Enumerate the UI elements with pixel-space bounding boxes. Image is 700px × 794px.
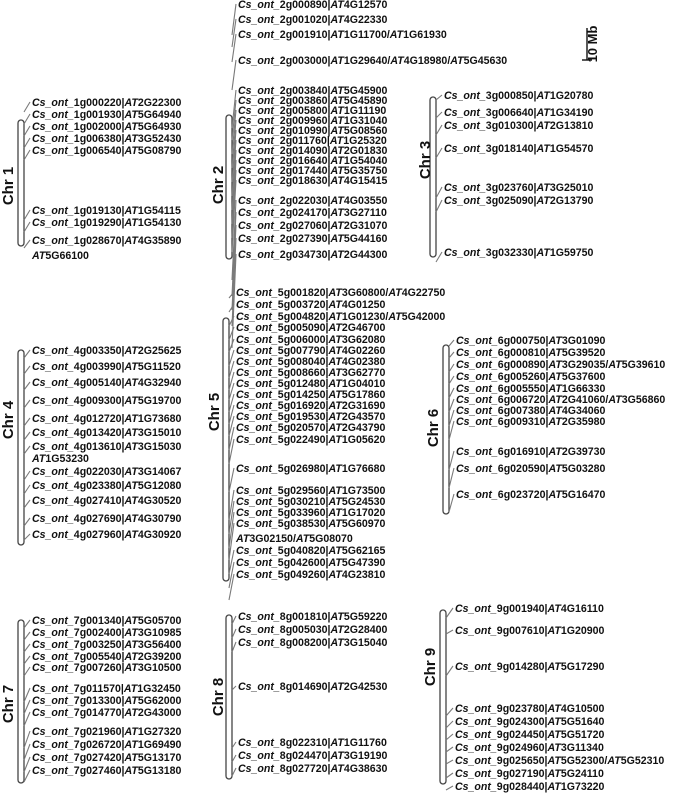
- gene-leader-line: [229, 439, 234, 464]
- gene-label: Cs_ont_9g014280|AT5G17290: [455, 661, 605, 673]
- chromosome-bar: [440, 610, 446, 784]
- gene-label: Cs_ont_2g001910|AT1G11700/AT1G61930: [238, 29, 447, 41]
- gene-leader-line: [446, 773, 453, 778]
- gene-leader-line: [449, 340, 454, 346]
- gene-label: Cs_ont_2g014090|AT2G01830: [238, 145, 388, 157]
- gene-label: Cs_ont_6g005550|AT1G66330: [456, 383, 606, 395]
- gene-leader-line: [24, 656, 30, 664]
- gene-leader-line: [24, 757, 30, 772]
- chromosome-label: Chr 3: [417, 140, 434, 180]
- gene-leader-line: [232, 60, 236, 90]
- gene-leader-line: [24, 102, 30, 112]
- gene-leader-line: [436, 187, 442, 198]
- gene-leader-line: [24, 210, 30, 220]
- chromosome-label: Chr 1: [0, 166, 17, 206]
- gene-label: Cs_ont_2g003840|AT5G45900: [238, 85, 388, 97]
- gene-leader-line: [24, 350, 30, 358]
- gene-label: Cs_ont_6g000750|AT3G01090: [456, 335, 606, 347]
- gene-leader-line: [24, 667, 30, 676]
- gene-leader-line: [24, 400, 30, 408]
- gene-label: Cs_ont_5g008660|AT3G62770: [236, 367, 386, 379]
- gene-label: Cs_ont_7g005540|AT2G39200: [32, 651, 182, 663]
- gene-leader-line: [24, 534, 30, 540]
- gene-label: Cs_ont_7g026720|AT1G69490: [32, 739, 182, 751]
- chromosome-bar: [18, 350, 24, 545]
- gene-label: Cs_ont_9g027190|AT5G24110: [455, 768, 604, 780]
- gene-label: Cs_ont_8g014690|AT2G42530: [238, 681, 388, 693]
- gene-label: Cs_ont_5g042600|AT5G47390: [236, 557, 386, 569]
- gene-leader-line: [229, 339, 234, 352]
- gene-label: Cs_ont_3g032330|AT1G59750: [444, 247, 594, 259]
- gene-label: Cs_ont_5g005090|AT2G46700: [236, 322, 386, 334]
- gene-label: Cs_ont_9g024300|AT5G51640: [455, 716, 605, 728]
- chromosome-8: [210, 611, 388, 779]
- gene-leader-line: [24, 240, 30, 248]
- gene-label: Cs_ont_5g038530|AT5G60970: [236, 518, 386, 530]
- gene-label: Cs_ont_2g011760|AT1G25320: [238, 135, 387, 147]
- gene-label: Cs_ont_4g022030|AT3G14067: [32, 466, 182, 478]
- chromosome-label: Chr 9: [422, 647, 439, 687]
- gene-leader-line: [446, 747, 453, 752]
- gene-label: Cs_ont_9g028440|AT1G73220: [455, 781, 605, 793]
- gene-label: Cs_ont_8g005030|AT2G28400: [238, 624, 388, 636]
- gene-label: Cs_ont_5g040820|AT5G62165: [236, 545, 386, 557]
- gene-leader-line: [229, 468, 234, 492]
- gene-leader-line: [449, 451, 454, 470]
- gene-label: Cs_ont_4g005140|AT4G32940: [32, 377, 182, 389]
- gene-leader-line: [24, 418, 30, 426]
- gene-leader-line: [24, 432, 30, 440]
- gene-label: Cs_ont_5g049260|AT4G23810: [236, 569, 386, 581]
- gene-label: Cs_ont_2g003860|AT5G45890: [238, 95, 388, 107]
- gene-leader-line: [446, 786, 453, 790]
- gene-label: Cs_ont_5g004820|AT1G01230/AT5G42000: [236, 311, 446, 323]
- gene-leader-line: [449, 352, 454, 358]
- gene-label: Cs_ont_5g029560|AT1G73500: [236, 485, 386, 497]
- gene-leader-line: [446, 608, 453, 618]
- gene-label: Cs_ont_7g021960|AT1G27320: [32, 726, 182, 738]
- gene-leader-line: [446, 708, 453, 716]
- chromosome-label: Chr 8: [210, 677, 227, 717]
- gene-leader-line: [449, 364, 454, 372]
- gene-label: Cs_ont_6g023720|AT5G16470: [456, 489, 606, 501]
- chromosome-5: [206, 287, 445, 600]
- gene-leader-line: [436, 125, 442, 135]
- gene-label: Cs_ont_7g007260|AT3G10500: [32, 662, 182, 674]
- gene-label: Cs_ont_3g023760|AT3G25010: [444, 182, 594, 194]
- gene-leader-line: [24, 446, 30, 454]
- gene-label: AT1G53230: [32, 453, 89, 465]
- gene-label: Cs_ont_4g003990|AT5G11520: [32, 361, 181, 373]
- gene-leader-line: [446, 760, 453, 764]
- gene-leader-line: [24, 712, 30, 726]
- gene-leader-line: [436, 112, 442, 118]
- gene-label: Cs_ont_2g027060|AT2G31070: [238, 220, 388, 232]
- gene-leader-line: [446, 666, 453, 676]
- chromosome-4: [0, 345, 182, 545]
- gene-leader-line: [436, 95, 442, 100]
- gene-leader-line: [24, 632, 30, 640]
- gene-label: Cs_ont_5g012480|AT1G04010: [236, 378, 386, 390]
- chromosome-3: [417, 90, 594, 262]
- gene-label: Cs_ont_9g023780|AT4G10500: [455, 703, 605, 715]
- gene-label: Cs_ont_3g010300|AT2G13810: [444, 120, 594, 132]
- gene-leader-line: [24, 366, 30, 374]
- gene-label: Cs_ont_1g006540|AT5G08790: [32, 145, 182, 157]
- gene-leader-line: [449, 399, 454, 412]
- gene-label: Cs_ont_1g019130|AT1G54115: [32, 205, 181, 217]
- gene-label: Cs_ont_4g027960|AT4G30920: [32, 529, 182, 541]
- gene-label: Cs_ont_2g000890|AT4G12570: [238, 0, 388, 11]
- gene-label: Cs_ont_8g027720|AT4G38630: [238, 763, 388, 775]
- gene-leader-line: [229, 427, 234, 450]
- gene-leader-line: [436, 252, 442, 262]
- gene-label: Cs_ont_2g001020|AT4G22330: [238, 14, 388, 26]
- gene-leader-line: [436, 148, 442, 158]
- gene-label: Cs_ont_2g010990|AT5G08560: [238, 125, 388, 137]
- gene-label: Cs_ont_2g022030|AT4G03550: [238, 195, 388, 207]
- gene-label: Cs_ont_5g033960|AT1G17020: [236, 507, 386, 519]
- gene-leader-line: [229, 327, 234, 340]
- gene-label: Cs_ont_5g030210|AT5G24530: [236, 496, 386, 508]
- gene-leader-line: [24, 485, 30, 494]
- gene-leader-line: [24, 150, 30, 160]
- gene-label: Cs_ont_8g024470|AT3G19190: [238, 750, 388, 762]
- chromosome-label: Chr 7: [0, 684, 17, 724]
- gene-label: Cs_ont_7g002400|AT3G10985: [32, 627, 182, 639]
- chromosome-bar: [223, 318, 229, 581]
- gene-label: Cs_ont_3g006640|AT1G34190: [444, 107, 594, 119]
- gene-label: Cs_ont_1g001930|AT5G64940: [32, 109, 182, 121]
- gene-leader-line: [24, 126, 30, 136]
- gene-leader-line: [449, 494, 454, 512]
- gene-leader-line: [446, 721, 453, 728]
- gene-label: Cs_ont_1g028670|AT4G35890: [32, 235, 182, 247]
- chromosome-label: Chr 5: [206, 392, 223, 432]
- chromosome-bar: [18, 620, 24, 783]
- gene-label: Cs_ont_7g027460|AT5G13180: [32, 765, 182, 777]
- gene-label: Cs_ont_4g027410|AT4G30520: [32, 495, 182, 507]
- chromosome-label: Chr 2: [210, 165, 227, 205]
- gene-label: Cs_ont_8g008200|AT3G15040: [238, 637, 388, 649]
- gene-leader-line: [24, 700, 30, 714]
- gene-label: Cs_ont_2g024170|AT3G27110: [238, 207, 387, 219]
- gene-leader-line: [24, 770, 30, 782]
- gene-label: Cs_ont_5g016920|AT2G31690: [236, 400, 386, 412]
- gene-label: Cs_ont_4g012720|AT1G73680: [32, 413, 182, 425]
- gene-label: Cs_ont_3g018140|AT1G54570: [444, 143, 594, 155]
- gene-label: Cs_ont_3g025090|AT2G13790: [444, 195, 594, 207]
- gene-label: AT5G66100: [32, 250, 89, 262]
- gene-label: Cs_ont_4g013420|AT3G15010: [32, 427, 182, 439]
- gene-leader-line: [449, 468, 454, 488]
- gene-label: Cs_ont_1g019290|AT1G54130: [32, 217, 182, 229]
- gene-label: Cs_ont_4g009300|AT5G19700: [32, 395, 182, 407]
- gene-leader-line: [449, 376, 454, 384]
- gene-label: Cs_ont_9g024960|AT3G11340: [455, 742, 604, 754]
- gene-leader-line: [446, 734, 453, 740]
- gene-label: Cs_ont_6g005260|AT5G37600: [456, 371, 606, 383]
- gene-label: Cs_ont_5g007790|AT4G02260: [236, 345, 386, 357]
- gene-label: Cs_ont_1g002000|AT5G64930: [32, 121, 182, 133]
- gene-leader-line: [24, 382, 30, 390]
- chromosome-bar: [443, 345, 449, 514]
- gene-label: Cs_ont_5g019530|AT2G43570: [236, 411, 386, 423]
- gene-label: Cs_ont_8g001810|AT5G59220: [238, 611, 388, 623]
- gene-leader-line: [24, 518, 30, 526]
- gene-label: Cs_ont_5g014250|AT5G17860: [236, 389, 386, 401]
- gene-label: Cs_ont_7g011570|AT1G32450: [32, 683, 181, 695]
- gene-label: Cs_ont_6g000810|AT5G39520: [456, 347, 606, 359]
- gene-label: Cs_ont_4g023380|AT5G12080: [32, 480, 182, 492]
- chromosome-7: [0, 615, 182, 783]
- gene-label: Cs_ont_9g001940|AT4G16110: [455, 603, 604, 615]
- gene-label: Cs_ont_7g001340|AT5G05700: [32, 615, 182, 627]
- gene-leader-line: [24, 222, 30, 232]
- gene-label: Cs_ont_7g013300|AT5G62000: [32, 695, 182, 707]
- gene-leader-line: [449, 388, 454, 398]
- gene-leader-line: [436, 200, 442, 212]
- gene-label: Cs_ont_1g000220|AT2G22300: [32, 97, 182, 109]
- gene-label: Cs_ont_9g025650|AT5G52300/AT5G52310: [455, 755, 665, 767]
- gene-leader-line: [232, 34, 236, 62]
- chromosome-bar: [18, 120, 24, 246]
- gene-label: Cs_ont_6g007380|AT4G34060: [456, 405, 606, 417]
- gene-label: Cs_ont_6g006720|AT2G41060/AT3G56860: [456, 394, 666, 406]
- gene-label: Cs_ont_4g003350|AT2G25625: [32, 345, 182, 357]
- gene-label: Cs_ont_1g006380|AT3G52430: [32, 133, 182, 145]
- gene-label: Cs_ont_6g016910|AT2G39730: [456, 446, 606, 458]
- gene-label: Cs_ont_2g003000|AT1G29640/AT4G18980/AT5G45630: [238, 55, 508, 67]
- gene-label: Cs_ont_4g027690|AT4G30790: [32, 513, 182, 525]
- chromosome-9: [422, 603, 664, 793]
- gene-label: AT3G02150/AT5G08070: [236, 533, 353, 545]
- gene-label: Cs_ont_5g003720|AT4G01250: [236, 299, 386, 311]
- gene-label: Cs_ont_5g020570|AT2G43790: [236, 422, 386, 434]
- gene-label: Cs_ont_2g005800|AT1G11190: [238, 105, 387, 117]
- gene-label: Cs_ont_6g009310|AT2G35980: [456, 416, 606, 428]
- gene-label: Cs_ont_4g013610|AT3G15030: [32, 441, 182, 453]
- gene-label: Cs_ont_6g000890|AT3G29035/AT5G39610: [456, 359, 666, 371]
- gene-label: Cs_ont_2g034730|AT2G44300: [238, 249, 388, 261]
- gene-label: Cs_ont_2g016640|AT1G54040: [238, 155, 388, 167]
- gene-label: Cs_ont_7g014770|AT2G43000: [32, 707, 182, 719]
- gene-label: Cs_ont_5g022490|AT1G05620: [236, 434, 386, 446]
- gene-label: Cs_ont_2g017440|AT5G35750: [238, 165, 388, 177]
- scale-bar-label: 10 Mb: [585, 25, 600, 63]
- gene-label: Cs_ont_9g007610|AT1G20900: [455, 625, 605, 637]
- gene-leader-line: [24, 138, 30, 148]
- gene-label: Cs_ont_5g008040|AT4G02380: [236, 356, 386, 368]
- gene-leader-line: [24, 688, 30, 702]
- gene-label: Cs_ont_6g020590|AT5G03280: [456, 463, 606, 475]
- gene-label: Cs_ont_5g006000|AT3G62080: [236, 334, 386, 346]
- gene-leader-line: [24, 500, 30, 508]
- chromosome-1: [0, 97, 182, 262]
- gene-leader-line: [24, 471, 30, 480]
- gene-label: Cs_ont_2g027390|AT5G44160: [238, 233, 388, 245]
- gene-label: Cs_ont_7g027420|AT5G13170: [32, 752, 182, 764]
- gene-label: Cs_ont_8g022310|AT1G11760: [238, 737, 387, 749]
- gene-label: Cs_ont_5g026980|AT1G76680: [236, 463, 386, 475]
- gene-label: Cs_ont_3g000850|AT1G20780: [444, 90, 594, 102]
- chromosome-label: Chr 4: [0, 400, 17, 440]
- gene-label: Cs_ont_2g018630|AT4G15415: [238, 175, 388, 187]
- gene-leader-line: [446, 630, 453, 634]
- gene-leader-line: [24, 644, 30, 652]
- gene-leader-line: [24, 114, 30, 124]
- gene-leader-line: [24, 620, 30, 628]
- gene-label: Cs_ont_9g024450|AT5G51720: [455, 729, 605, 741]
- gene-label: Cs_ont_2g009960|AT1G31040: [238, 115, 388, 127]
- gene-label: Cs_ont_5g001820|AT3G60800/AT4G22750: [236, 287, 446, 299]
- chromosome-6: [425, 335, 665, 514]
- chromosome-label: Chr 6: [425, 408, 442, 448]
- scale-bar: [582, 26, 600, 63]
- gene-label: Cs_ont_7g003250|AT3G56400: [32, 639, 182, 651]
